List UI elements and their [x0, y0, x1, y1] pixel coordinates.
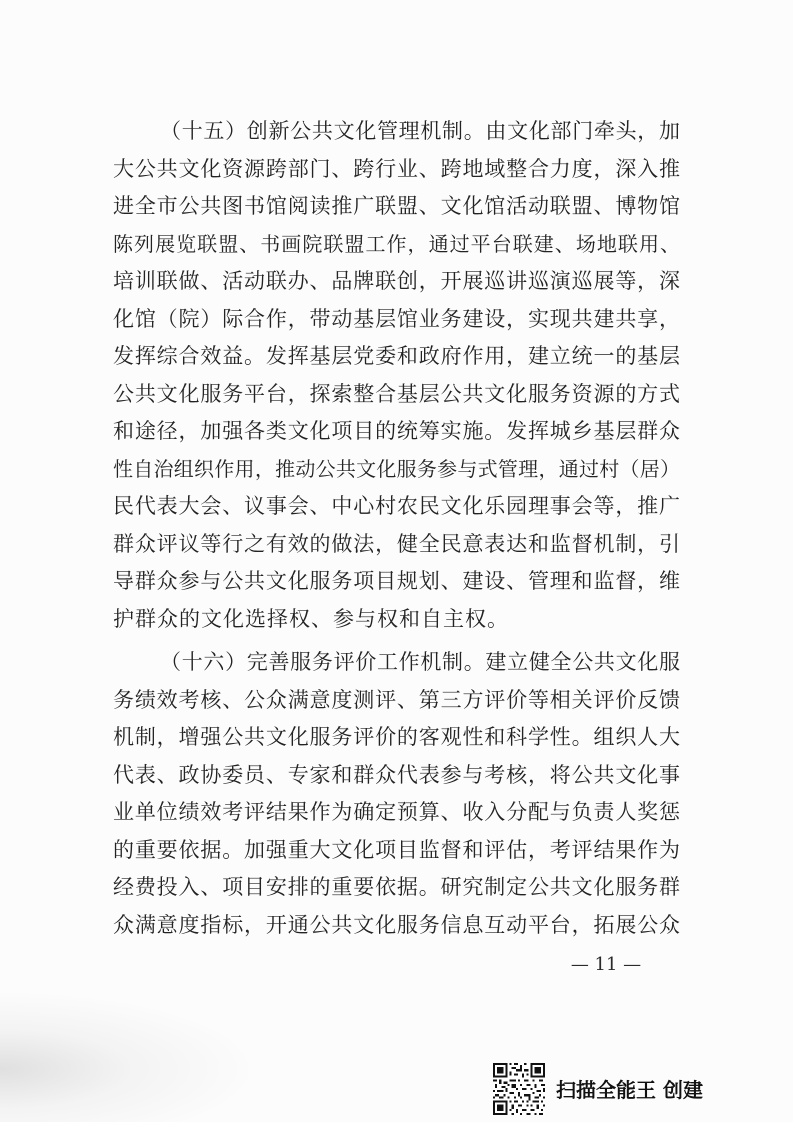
text-line: 的重要依据。加强重大文化项目监督和评估，考评结果作为 — [113, 837, 680, 862]
text-line: 性自治组织作用，推动公共文化服务参与式管理，通过村（居） — [113, 456, 680, 481]
text-line: 和途径，加强各类文化项目的统筹实施。发挥城乡基层群众 — [113, 419, 680, 443]
text-line: 机制，增强公共文化服务评价的客观性和科学性。组织人大 — [113, 725, 680, 749]
text-line: 公共文化服务平台，探索整合基层公共文化服务资源的方式 — [113, 381, 680, 406]
scanner-watermark-label: 扫描全能王 创建 — [556, 1078, 703, 1102]
text-line: 群众评议等行之有效的做法，健全民意表达和监督机制，引 — [113, 531, 680, 556]
text-line: 培训联做、活动联办、品牌联创，开展巡讲巡演巡展等，深 — [113, 269, 680, 293]
scan-shadow — [0, 990, 260, 1122]
text-line: 护群众的文化选择权、参与权和自主权。 — [113, 606, 509, 631]
text-line: 业单位绩效考评结果作为确定预算、收入分配与负责人奖惩 — [113, 800, 680, 824]
text-line: 务绩效考核、公众满意度测评、第三方评价等相关评价反馈 — [113, 687, 680, 712]
paragraph-15 — [113, 113, 680, 638]
text-line: （十六）完善服务评价工作机制。建立健全公共文化服 — [160, 650, 680, 674]
text-line: 陈列展览联盟、书画院联盟工作，通过平台联建、场地联用、 — [113, 231, 680, 256]
page-number: — 11 — — [570, 954, 642, 975]
text-line: 发挥综合效益。发挥基层党委和政府作用，建立统一的基层 — [113, 344, 680, 368]
paragraph-16 — [113, 644, 680, 944]
qr-code-icon — [493, 1063, 545, 1115]
text-line: 经费投入、项目安排的重要依据。研究制定公共文化服务群 — [113, 875, 680, 899]
text-line: 代表、政协委员、专家和群众代表参与考核，将公共文化事 — [113, 762, 680, 787]
text-line: （十五）创新公共文化管理机制。由文化部门牵头，加 — [160, 119, 680, 143]
text-line: 导群众参与公共文化服务项目规划、建设、管理和监督，维 — [113, 569, 680, 593]
text-line: 众满意度指标，开通公共文化服务信息互动平台，拓展公众 — [113, 912, 680, 937]
text-line: 民代表大会、议事会、中心村农民文化乐园理事会等，推广 — [113, 494, 680, 518]
text-line: 大公共文化资源跨部门、跨行业、跨地域整合力度，深入推 — [113, 156, 680, 181]
text-line: 化馆（院）际合作，带动基层馆业务建设，实现共建共享， — [113, 306, 680, 331]
text-line: 进全市公共图书馆阅读推广联盟、文化馆活动联盟、博物馆 — [113, 194, 680, 218]
